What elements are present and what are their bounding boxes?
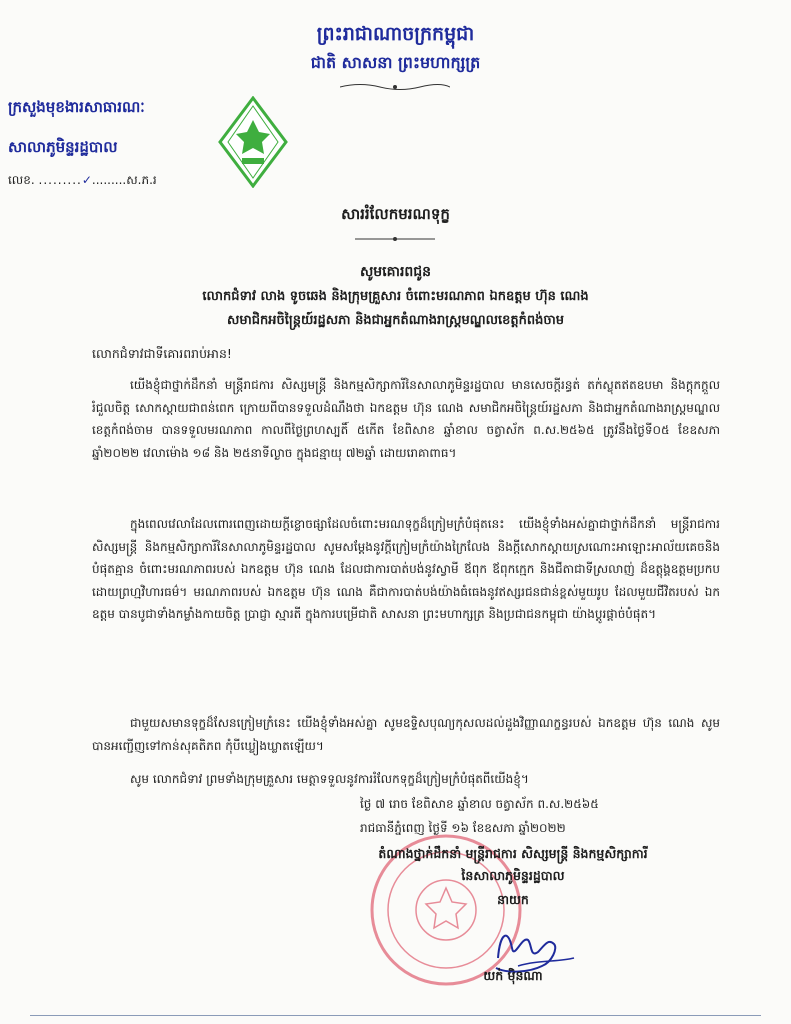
school-logo: [218, 96, 288, 188]
body-paragraph-3: ជាមួយសមានទុក្ខដ៏សែនក្រៀមក្រំនេះ យើងខ្ញុំទាំងអស់គ្នា សូមឧទ្ទិសបុណ្យកុសលដល់ដួងវិញ្ញាណក្ខន្ធរបស់ ឯកឧត្តម ហ៊ុន ណេង សូមបានអញ្ជើញទៅកាន់សុគតិភព កុំបីឃ្លៀងឃ្លាតឡើយ។: [92, 716, 720, 753]
signatory-title-line-3: នាយក: [497, 892, 529, 907]
footer-divider: [30, 1015, 761, 1016]
salutation: លោកជំទាវជាទីគោរពរាប់អាន!: [92, 346, 232, 361]
reference-number: [8, 172, 228, 190]
body-paragraph-2: ក្នុងពេលវេលាដែលពោរពេញដោយក្ដីខ្លោចផ្សាដែលចំពោះមរណទុក្ខដ៏ក្រៀមក្រំបំផុតនេះ យើងខ្ញុំទាំងអស់គ្នាជាថ្នាក់ដឹកនាំ មន្ត្រីរាជការ សិស្សមន្ត្រី និងកម្មសិក្សាការីនៃសាលាភូមិន្ទរដ្ឋបាល សូមសម្ដែងនូវក្ដីក្រៀមក្រំយ៉ាងក្រៃលែង និងក្ដីសោកស្ដាយស្រណោះអាឡោះអាល័យគេចនិងបំផុតគ្មាន ចំពោះមរណភាពរបស់ ឯកឧត្តម ហ៊ុន ណេង ដែលជាការបាត់បង់នូវស្វាមី ឪពុក ឪពុកក្មេក និងជីតាជាទីស្រលាញ់ ដ៏ឧត្ដុង្គឧត្ដមប្រកបដោយព្រហ្មវិហារធម៌។ មរណភាពរបស់ ឯកឧត្តម ហ៊ុន ណេង គឺជាការបាត់បង់យ៉ាងធំធេងនូវឥស្សរជនជាន់ខ្ពស់មួយរូប ដែលមួយជីវិតរបស់ ឯកឧត្តម បានបូជាទាំងកម្លាំងកាយចិត្ត ប្រាជ្ញា ស្មារតី ក្នុងការបម្រើជាតិ សាសនា ព្រះមហាក្សត្រ និងប្រជាជនកម្ពុជា យ៉ាងប្ដូរផ្ដាច់បំផុត។: [92, 517, 720, 621]
addressee-line-1: លោកជំទាវ លាង ទូចឆេង និងក្រុមគ្រួសារ ចំពោះមរណភាព ឯកឧត្តម ហ៊ុន ណេង: [202, 289, 589, 304]
document-title: សាររំលែកមរណទុក្ខ: [341, 205, 450, 223]
reference-suffix: .........ស.ភ.រ: [91, 173, 157, 187]
school-name: សាលាភូមិន្ទរដ្ឋបាល: [8, 138, 118, 156]
signatory-title-line-1: តំណាងថ្នាក់ដឹកនាំ មន្ត្រីរាជការ សិស្សមន្ត្រី និងកម្មសិក្សាការី: [378, 846, 648, 861]
closing-sentence: សូម លោកជំទាវ ព្រមទាំងក្រុមគ្រួសារ មេត្តាទទួលនូវការរំលែកទុក្ខដ៏ក្រៀមក្រំបំផុតពីយើងខ្ញុំ។: [130, 772, 529, 786]
kingdom-heading: ព្រះរាជាណាចក្រកម្ពុជា: [316, 23, 475, 45]
body-paragraph-1: យើងខ្ញុំជាថ្នាក់ដឹកនាំ មន្ត្រីរាជការ សិស្សមន្ត្រី និងកម្មសិក្សាការីនៃសាលាភូមិន្ទរដ្ឋបាល មានសេចក្ដីរន្ធត់ តក់ស្លុតឥតឧបមា និងក្ដុកក្ដួលរំជួលចិត្ត សោកស្ដាយជាពន់ពេក ក្រោយពីបានទទួលដំណឹងថា ឯកឧត្តម ហ៊ុន ណេង សមាជិកអចិន្ត្រៃយ៍រដ្ឋសភា និងជាអ្នកតំណាងរាស្ត្រមណ្ឌលខេត្តកំពង់ចាម បានទទួលមរណភាព កាលពីថ្ងៃព្រហស្បតិ៍ ៥កើត ខែពិសាខ ឆ្នាំខាល ចត្វាស័ក ព.ស.២៥៦៥ ត្រូវនឹងថ្ងៃទី០៥ ខែឧសភា ឆ្នាំ២០២២ វេលាម៉ោង ១៨ និង ២៥នាទីល្ងាច ក្នុងជន្មាយុ ៧២ឆ្នាំ ដោយរោគាពាធ។: [92, 378, 720, 460]
reference-dots: .........: [38, 173, 82, 187]
ministry-name: ក្រសួងមុខងារសាធារណៈ: [8, 98, 145, 116]
title-ornament: [345, 235, 445, 243]
checkmark-icon: ✓: [81, 173, 92, 187]
signatory-title-line-2: នៃសាលាភូមិន្ទរដ្ឋបាល: [461, 868, 565, 883]
reference-prefix: លេខ.: [8, 173, 35, 187]
addressee-heading: សូមគោរពជូន: [359, 264, 432, 280]
addressee-line-2: សមាជិកអចិន្ត្រៃយ៍រដ្ឋសភា និងជាអ្នកតំណាងរាស្ត្រមណ្ឌលខេត្តកំពង់ចាម: [227, 313, 564, 328]
national-motto: ជាតិ សាសនា ព្រះមហាក្សត្រ: [310, 53, 481, 72]
lunar-date: ថ្ងៃ ៧ រោច ខែពិសាខ ឆ្នាំខាល ចត្វាស័ក ព.ស.២៥៦៥: [360, 797, 599, 811]
solar-date: រាជធានីភ្នំពេញ ថ្ងៃទី ១៦ ខែឧសភា ឆ្នាំ២០២២: [360, 821, 566, 835]
header-ornament: [340, 82, 450, 92]
signatory-name: យក់ ម៉ិនណា: [483, 968, 543, 983]
